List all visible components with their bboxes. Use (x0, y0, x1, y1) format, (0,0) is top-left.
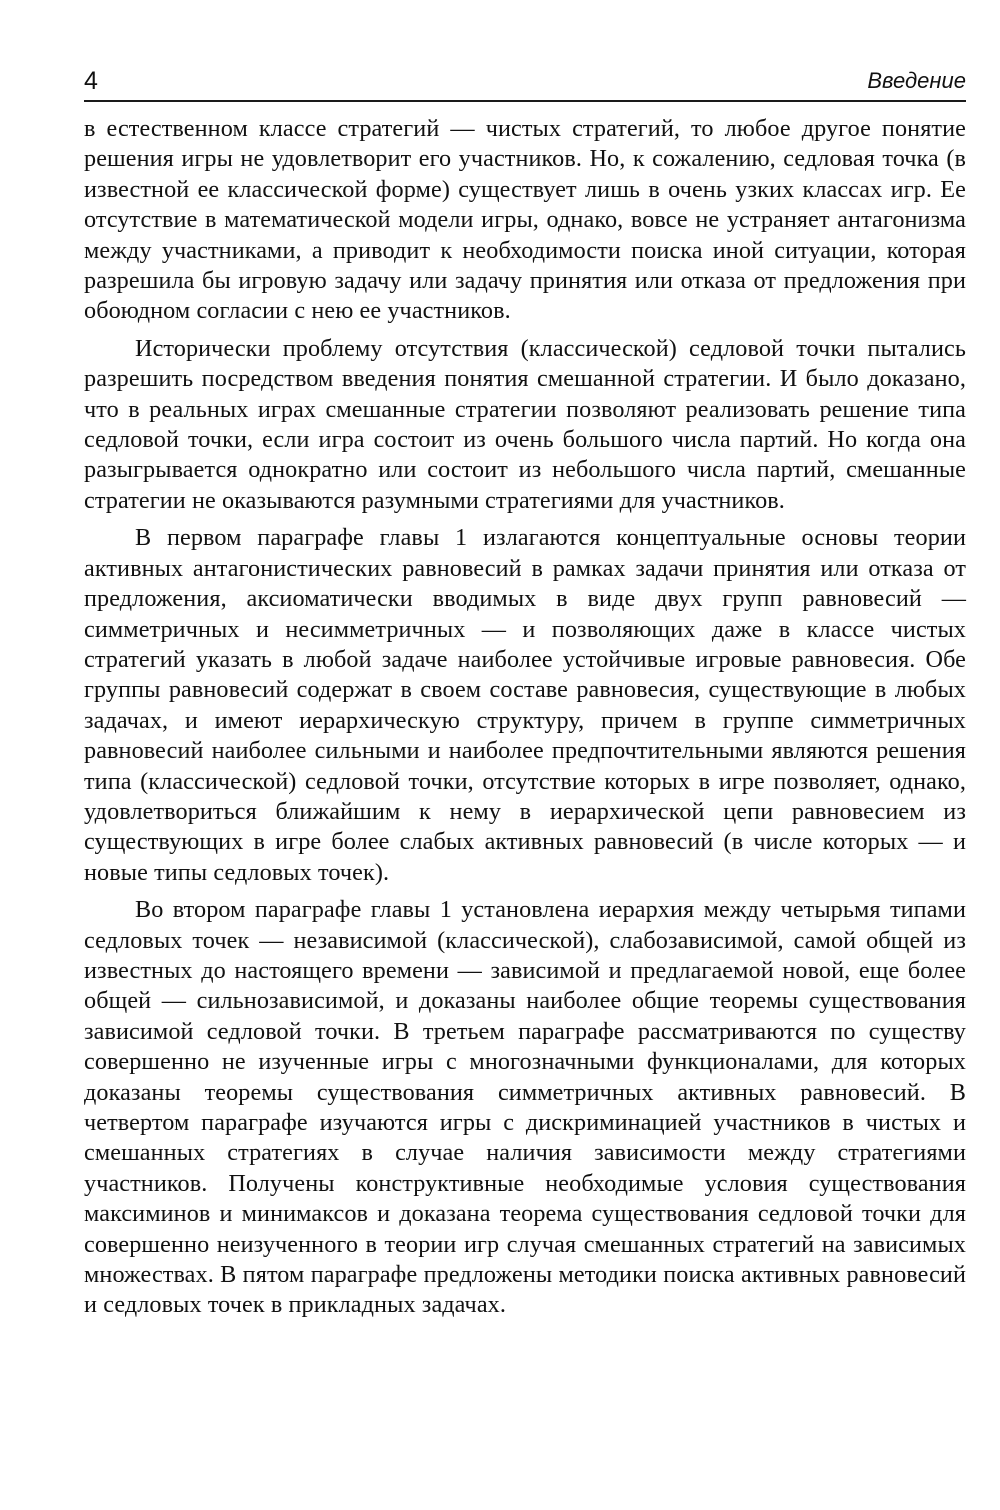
page-number: 4 (84, 67, 98, 95)
paragraph: Во втором параграфе главы 1 установлена иерархия между четырьмя типами седловых точек — независимой (классической), слабозависимой, самой общей из известных до настоящего времени — зависимой и предлагаемой новой, еще более общей — сильнозависимой, и доказаны наиболее общие теоремы существования зависимой седловой точки. В третьем параграфе рассматриваются по существу совершенно не изученные игры с многозначными функционалами, для которых доказаны теоремы существования симметричных активных равновесий. В четвертом параграфе изучаются игры с дискриминацией участников в чистых и смешанных стратегиях в случае наличия зависимости между стратегиями участников. Получены конструктивные необходимые условия существования максиминов и минимаксов и доказана теорема существования седловой точки для совершенно неизученного в теории игр случая смешанных стратегий на зависимых множествах. В пятом параграфе предложены методики поиска активных равновесий и седловых точек в прикладных задачах. (84, 896, 966, 1319)
book-page (84, 60, 966, 1328)
running-head: Введение (867, 68, 966, 93)
body-text (84, 114, 966, 1321)
page-header (84, 60, 966, 102)
paragraph: Исторически проблему отсутствия (классической) седловой точки пытались разрешить посредством введения понятия смешанной стратегии. И было доказано, что в реальных играх смешанные стратегии позволяют реализовать решение типа седловой точки, если игра состоит из очень большого числа партий. Но когда она разыгрывается однократно или состоит из небольшого числа партий, смешанные стратегии не оказываются разумными стратегиями для участников. (84, 334, 966, 514)
paragraph: В первом параграфе главы 1 излагаются концептуальные основы теории активных антагонистических равновесий в рамках задачи принятия или отказа от предложения, аксиоматически вводимых в виде двух групп равновесий — симметричных и несимметричных — и позволяющих даже в классе чистых стратегий указать в любой задаче наиболее устойчивые игровые равновесия. Обе группы равновесий содержат в своем составе равновесия, существующие в любых задачах, и имеют иерархическую структуру, причем в группе симметричных равновесий наиболее сильными и наиболее предпочтительными являются решения типа (классической) седловой точки, отсутствие которых в игре позволяет, однако, удовлетвориться ближайшим к нему в иерархической цепи равновесием из существующих в игре более слабых активных равновесий (в числе которых — и новые типы седловых точек). (84, 524, 966, 886)
paragraph: в естественном классе стратегий — чистых стратегий, то любое другое понятие решения игры не удовлетворит его участников. Но, к сожалению, седловая точка (в известной ее классической форме) существует лишь в очень узких классах игр. Ее отсутствие в математической модели игры, однако, вовсе не устраняет антагонизма между участниками, а приводит к необходимости поиска иной ситуации, которая разрешила бы игровую задачу или задачу принятия или отказа от предложения при обоюдном согласии с нею ее участников. (84, 115, 966, 325)
